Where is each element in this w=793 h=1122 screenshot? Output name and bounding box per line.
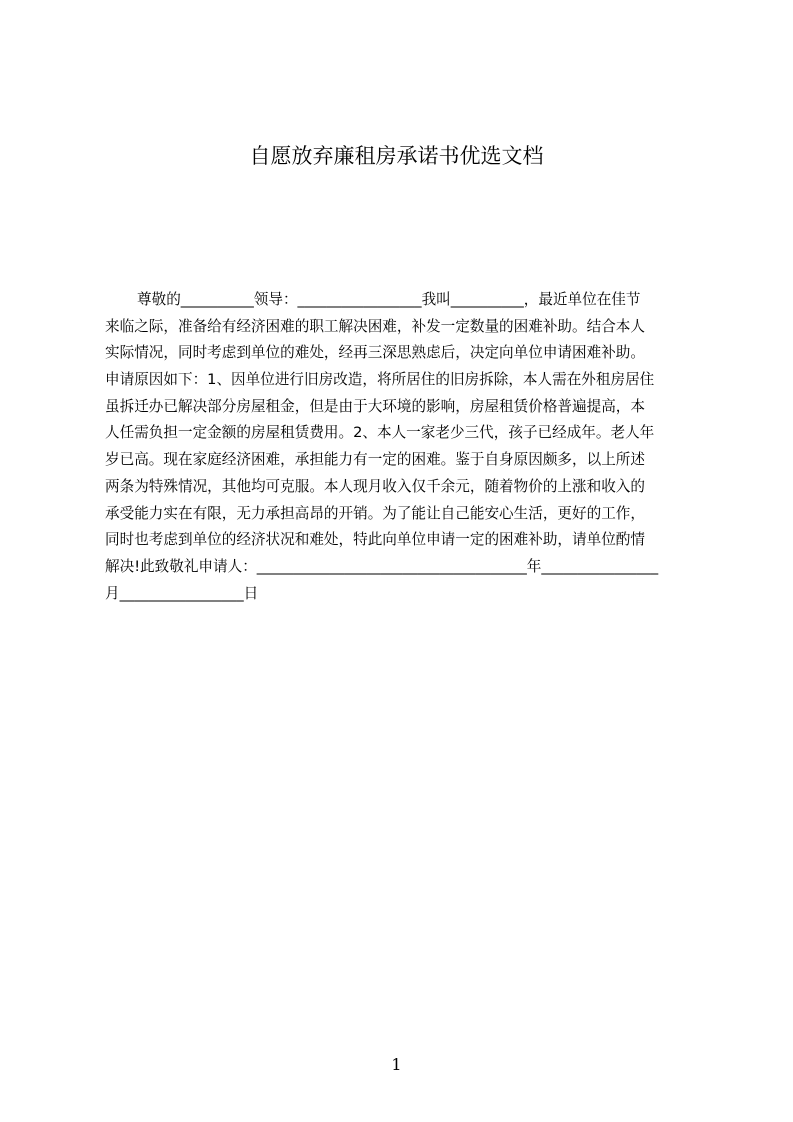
body-line-8: 两条为特殊情况，其他均可克服。本人现月收入仅千余元，随着物价的上涨和收入的 (105, 477, 645, 495)
body-line-11: 解决!此致敬礼申请人：_____________________________________年________________ (105, 557, 659, 575)
body-line-6: 人任需负担一定金额的房屋租赁费用。2、本人一家老少三代，孩子已经成年。老人年 (105, 424, 655, 442)
body-line-2: 来临之际，准备给有经济困难的职工解决困难，补发一定数量的困难补助。结合本人 (105, 317, 645, 335)
body-line-5: 虽拆迁办已解决部分房屋租金，但是由于大环境的影响，房屋租赁价格普遍提高，本 (105, 397, 645, 415)
body-line-9: 承受能力实在有限，无力承担高昂的开销。为了能让自己能安心生活，更好的工作， (105, 504, 645, 522)
page-number: 1 (391, 1055, 402, 1074)
body-line-7: 岁已高。现在家庭经济困难，承担能力有一定的困难。鉴于自身原因颇多，以上所述 (105, 451, 645, 469)
body-line-1: 尊敬的__________领导：_________________我叫__________，最近单位在佳节 (137, 291, 641, 308)
body-line-12: 月_________________日 (105, 584, 259, 602)
document-title: 自愿放弃廉租房承诺书优选文档 (249, 144, 544, 168)
body-line-4: 申请原因如下：1、因单位进行旧房改造，将所居住的旧房拆除，本人需在外租房居住 (105, 371, 655, 389)
body-text (105, 287, 697, 607)
body-line-3: 实际情况，同时考虑到单位的难处，经再三深思熟虑后，决定向单位申请困难补助。 (105, 344, 645, 362)
body-line-10: 同时也考虑到单位的经济状况和难处，特此向单位申请一定的困难补助，请单位酌情 (105, 531, 645, 549)
